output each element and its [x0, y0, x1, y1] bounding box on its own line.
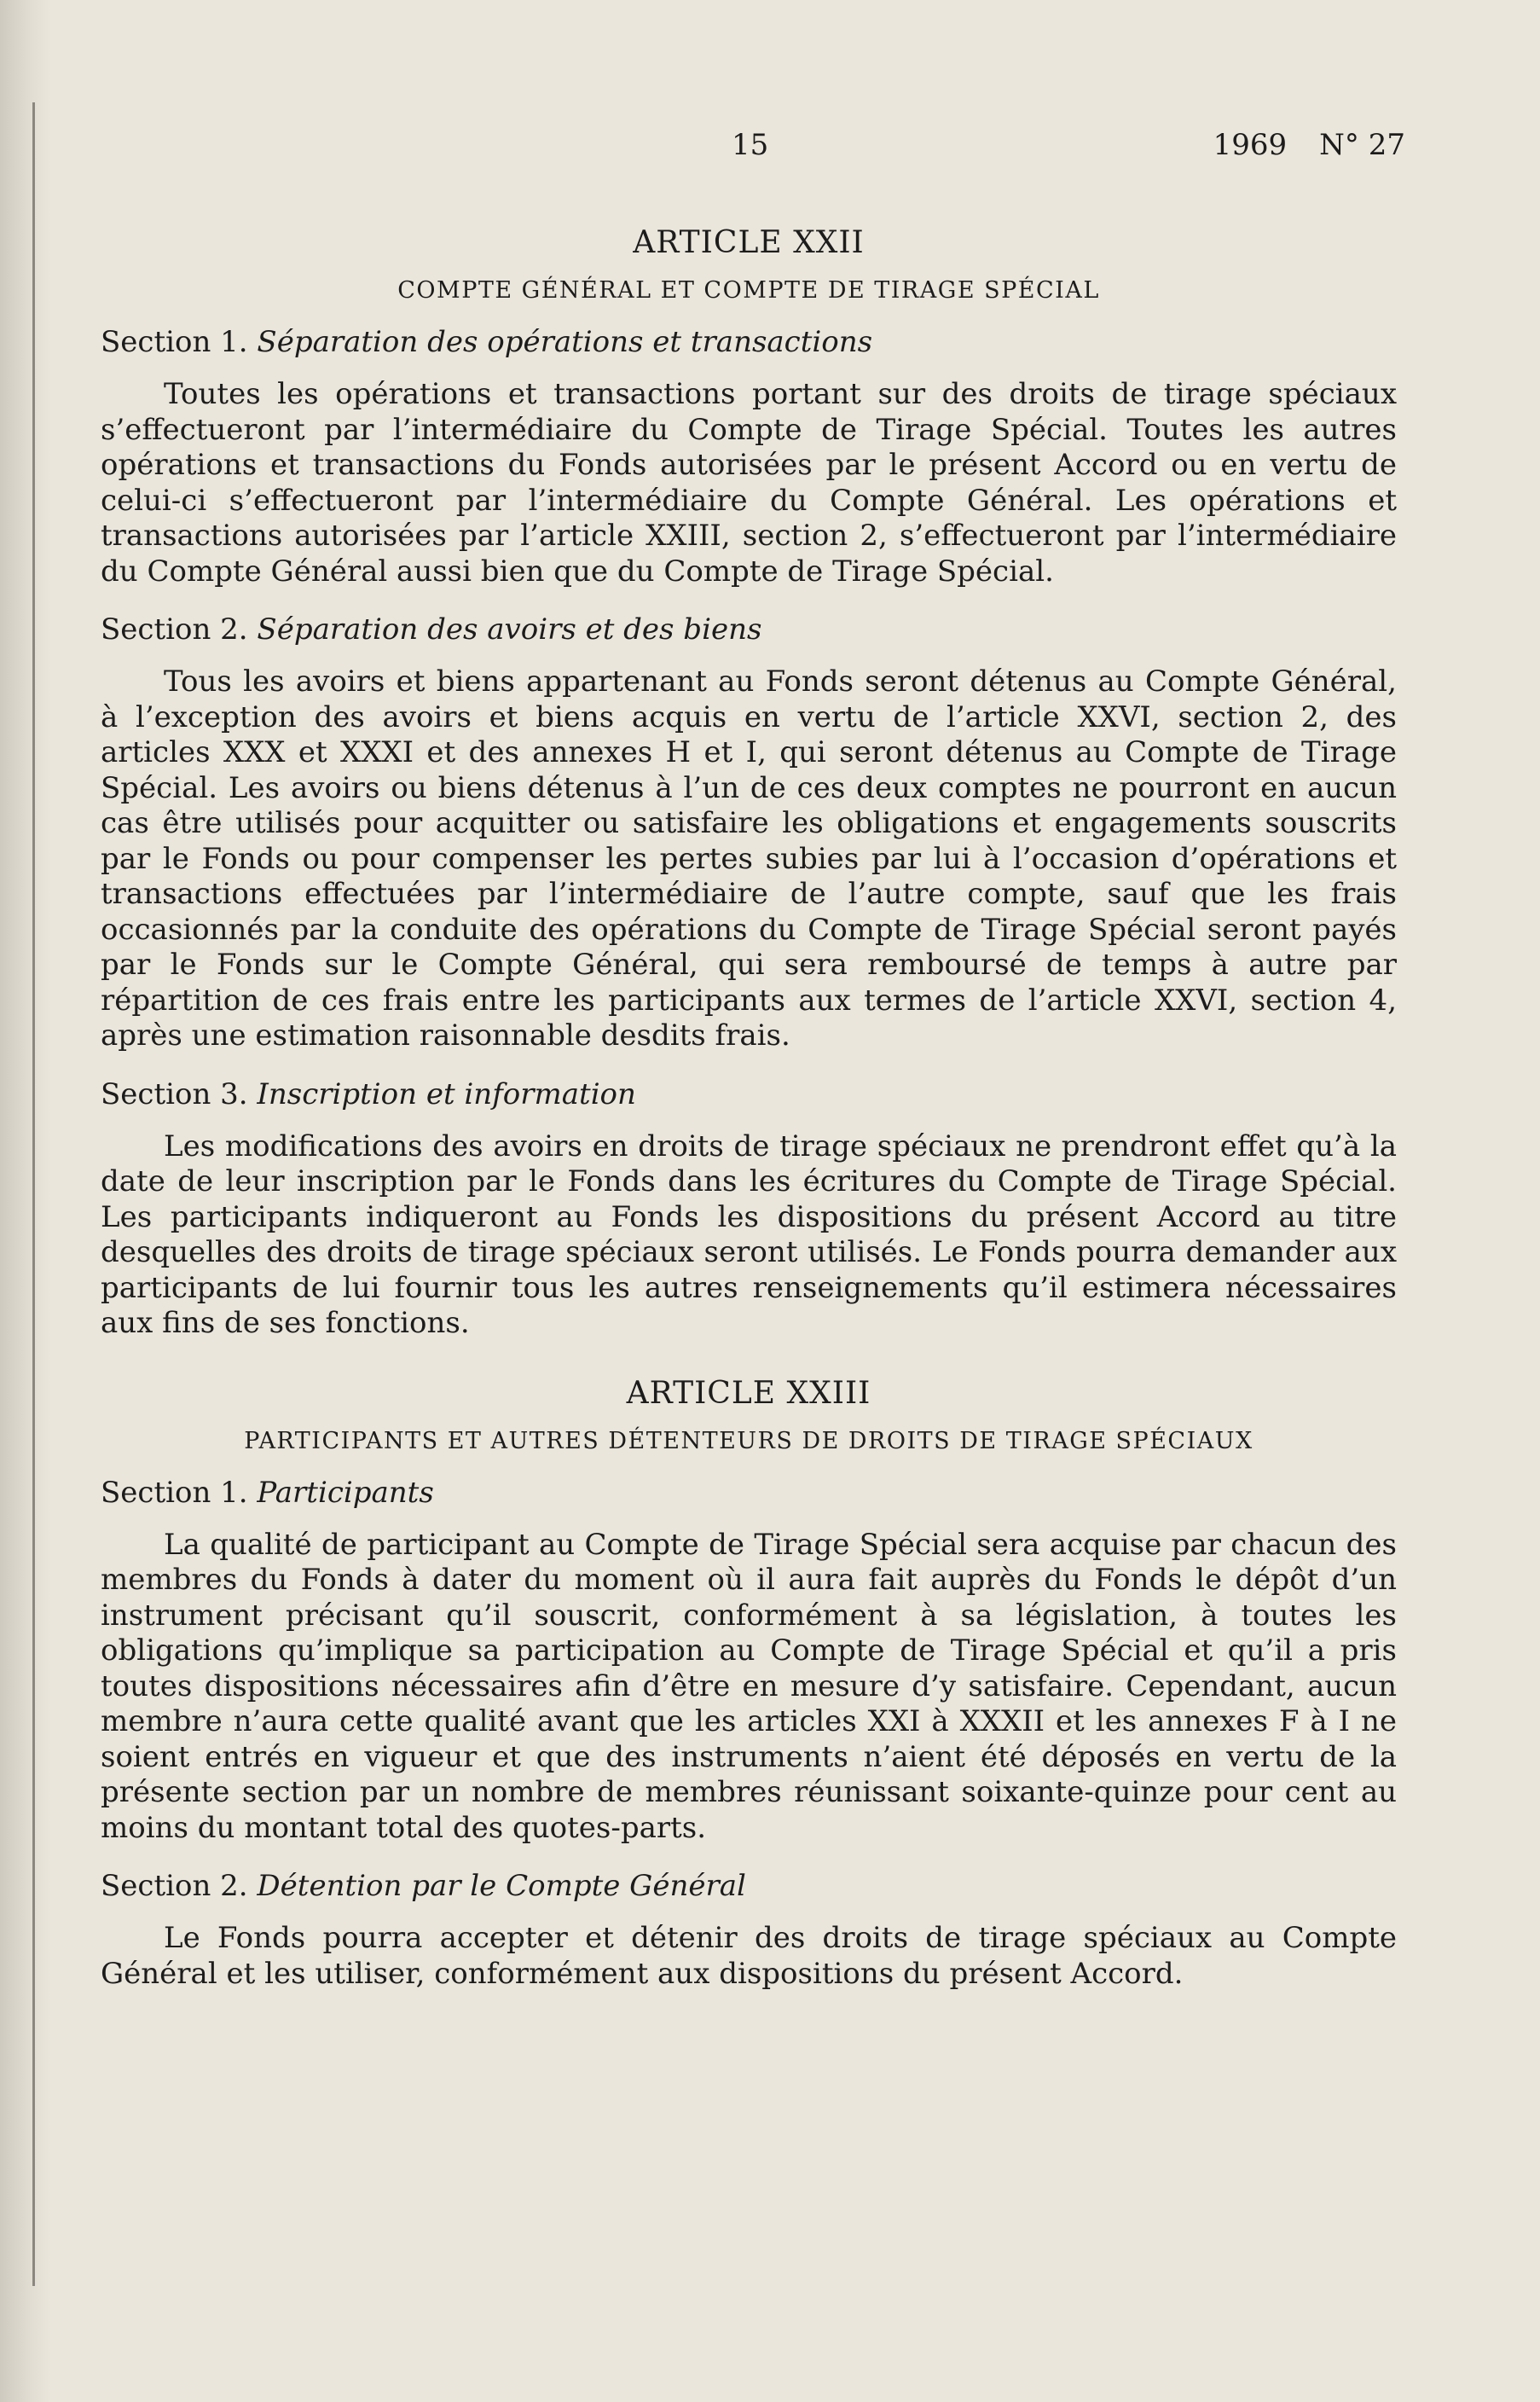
section-detention-compte-general: [101, 1866, 1397, 1992]
page-content: [101, 128, 1405, 2012]
section-heading: [101, 1866, 1397, 1906]
section-title: Participants: [257, 1475, 434, 1510]
section-heading: [101, 322, 1397, 362]
section-label: Section 1.: [101, 325, 248, 359]
section-label: Section 3.: [101, 1076, 248, 1111]
section-body: Toutes les opérations et transactions portant sur des droits de tirage spéciaux s’effectueront par l’intermédiaire du Compte de Tirage Spécial. Toutes les autres opérations et transactions du Fonds autorisées par le présent Accord ou en vertu de celui-ci s’effectueront par l’intermédiaire du Compte Général. Les opérations et transactions autorisées par l’article XXIII, section 2, s’effectueront par l’intermédiaire du Compte Général aussi bien que du Compte de Tirage Spécial.: [101, 377, 1397, 589]
section-title: Inscription et information: [257, 1076, 636, 1111]
section-body: La qualité de participant au Compte de Tirage Spécial sera acquise par chacun des membres du Fonds à dater du moment où il aura fait auprès du Fonds le dépôt d’un instrument précisant qu’il souscrit, conformément à sa législation, à toutes les obligations qu’implique sa participation au Compte de Tirage Spécial et qu’il a pris toutes dispositions nécessaires afin d’être en mesure d’y satisfaire. Cependant, aucun membre n’aura cette qualité avant que les articles XXI à XXXII et les annexes F à I ne soient entrés en vigueur et que des instruments n’aient été déposés en vertu de la présente section par un nombre de membres réunissant soixante-quinze pour cent au moins du montant total des quotes-parts.: [101, 1527, 1397, 1845]
section-body: Les modifications des avoirs en droits de tirage spéciaux ne prendront effet qu’à la date de leur inscription par le Fonds dans les écritures du Compte de Tirage Spécial. Les participants indiqueront au Fonds les dispositions du présent Accord au titre desquelles des droits de tirage spéciaux seront utilisés. Le Fonds pourra demander aux participants de lui fournir tous les autres renseignements qu’il estimera nécessaires aux fins de ses fonctions.: [101, 1128, 1397, 1340]
section-body: Le Fonds pourra accepter et détenir des droits de tirage spéciaux au Compte Général et les utiliser, conformément aux dispositions du présent Accord.: [101, 1921, 1397, 1991]
document-year: 1969: [1213, 128, 1288, 162]
section-inscription-information: [101, 1075, 1397, 1342]
section-separation-operations: [101, 322, 1397, 589]
section-label: Section 1.: [101, 1475, 248, 1510]
article-title: ARTICLE XXIII: [626, 1375, 871, 1411]
document-number: N° 27: [1319, 128, 1405, 162]
section-separation-avoirs: [101, 610, 1397, 1054]
document-reference: [1213, 128, 1405, 162]
article-subtitle: COMPTE GÉNÉRAL ET COMPTE DE TIRAGE SPÉCIAL: [397, 277, 1100, 304]
section-heading: [101, 1473, 1397, 1512]
page-number: 15: [732, 128, 769, 162]
section-title: Séparation des avoirs et des biens: [257, 612, 762, 647]
article-xxiii: [101, 1376, 1397, 1993]
section-heading: [101, 1075, 1397, 1114]
section-title: Séparation des opérations et transactions: [257, 325, 873, 359]
binding-edge: [32, 102, 35, 2286]
section-label: Section 2.: [101, 1869, 248, 1903]
article-xxii: [101, 225, 1397, 1342]
page-header: [101, 128, 1405, 179]
section-title: Détention par le Compte Général: [257, 1869, 746, 1903]
article-title: ARTICLE XXII: [633, 225, 865, 260]
section-body: Tous les avoirs et biens appartenant au Fonds seront détenus au Compte Général, à l’exception des avoirs et biens acquis en vertu de l’article XXVI, section 2, des articles XXX et XXXI et des annexes H et I, qui seront détenus au Compte de Tirage Spécial. Les avoirs ou biens détenus à l’un de ces deux comptes ne pourront en aucun cas être utilisés pour acquitter ou satisfaire les obligations et engagements souscrits par le Fonds ou pour compenser les pertes subies par lui à l’occasion d’opérations et transactions effectuées par l’intermédiaire de l’autre compte, sauf que les frais occasionnés par la conduite des opérations du Compte de Tirage Spécial seront payés par le Fonds sur le Compte Général, qui sera remboursé de temps à autre par répartition de ces frais entre les participants aux termes de l’article XXVI, section 4, après une estimation raisonnable desdits frais.: [101, 664, 1397, 1053]
section-heading: [101, 610, 1397, 649]
article-subtitle: PARTICIPANTS ET AUTRES DÉTENTEURS DE DROITS DE TIRAGE SPÉCIAUX: [244, 1427, 1253, 1454]
section-label: Section 2.: [101, 612, 248, 647]
page-gutter-shadow: [0, 0, 51, 2402]
section-participants: [101, 1473, 1397, 1847]
